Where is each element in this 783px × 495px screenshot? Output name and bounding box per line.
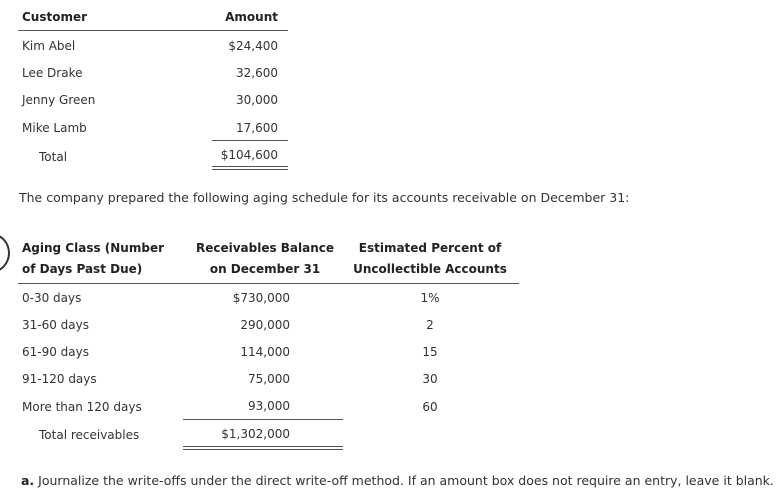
- aging-class-header-line2: of Days Past Due): [22, 262, 143, 276]
- customer-name: Mike Lamb: [22, 121, 87, 135]
- customer-amount: 17,600: [236, 121, 278, 135]
- aging-subtotal-rule: [183, 419, 343, 420]
- aging-total-double-rule-bottom: [183, 449, 343, 450]
- aging-balance: 75,000: [248, 372, 290, 386]
- percent-header-line2: Uncollectible Accounts: [353, 262, 507, 276]
- aging-class: 31-60 days: [22, 318, 90, 332]
- customer-amount: $24,400: [228, 39, 278, 53]
- aging-balance: 93,000: [248, 399, 290, 413]
- aging-class-header-line1: Aging Class (Number: [22, 241, 165, 255]
- subtotal-rule: [212, 140, 288, 141]
- aging-total-balance: $1,302,000: [221, 427, 290, 441]
- total-double-rule-top: [212, 166, 288, 167]
- aging-percent: 15: [422, 345, 438, 359]
- aging-percent: 60: [422, 400, 438, 414]
- aging-class: 0-30 days: [22, 291, 82, 305]
- balance-header-line2: on December 31: [209, 262, 321, 276]
- circle-marker-icon: [0, 233, 10, 273]
- total-double-rule-bottom: [212, 169, 288, 170]
- aging-percent: 30: [422, 372, 438, 386]
- customer-amount: 32,600: [236, 66, 278, 80]
- aging-class: 61-90 days: [22, 345, 90, 359]
- question-a: [21, 473, 774, 488]
- aging-class: More than 120 days: [22, 400, 142, 414]
- total-label: Total: [39, 150, 68, 164]
- question-text: Journalize the write-offs under the direct write-off method. If an amount box does not require an entry, leave it blank.: [38, 473, 774, 488]
- amount-header: Amount: [225, 10, 278, 24]
- aging-balance: 290,000: [240, 318, 290, 332]
- percent-header-line1: Estimated Percent of: [358, 241, 502, 255]
- total-amount: $104,600: [220, 148, 278, 162]
- aging-total-double-rule-top: [183, 446, 343, 447]
- aging-total-label: Total receivables: [39, 428, 140, 442]
- aging-balance: $730,000: [232, 291, 290, 305]
- balance-header-line1: Receivables Balance: [195, 241, 335, 255]
- customer-name: Kim Abel: [22, 39, 76, 53]
- aging-balance: 114,000: [240, 345, 290, 359]
- customer-amount: 30,000: [236, 93, 278, 107]
- customer-name: Jenny Green: [22, 93, 96, 107]
- aging-percent: 2: [426, 318, 434, 332]
- customer-header: Customer: [22, 10, 88, 24]
- header-rule: [18, 30, 288, 31]
- aging-percent: 1%: [420, 291, 440, 305]
- question-label: a.: [21, 473, 35, 488]
- aging-class: 91-120 days: [22, 372, 97, 386]
- customer-name: Lee Drake: [22, 66, 83, 80]
- aging-header-rule: [18, 283, 519, 284]
- intro-text: The company prepared the following aging schedule for its accounts receivable on December 31:: [19, 190, 630, 205]
